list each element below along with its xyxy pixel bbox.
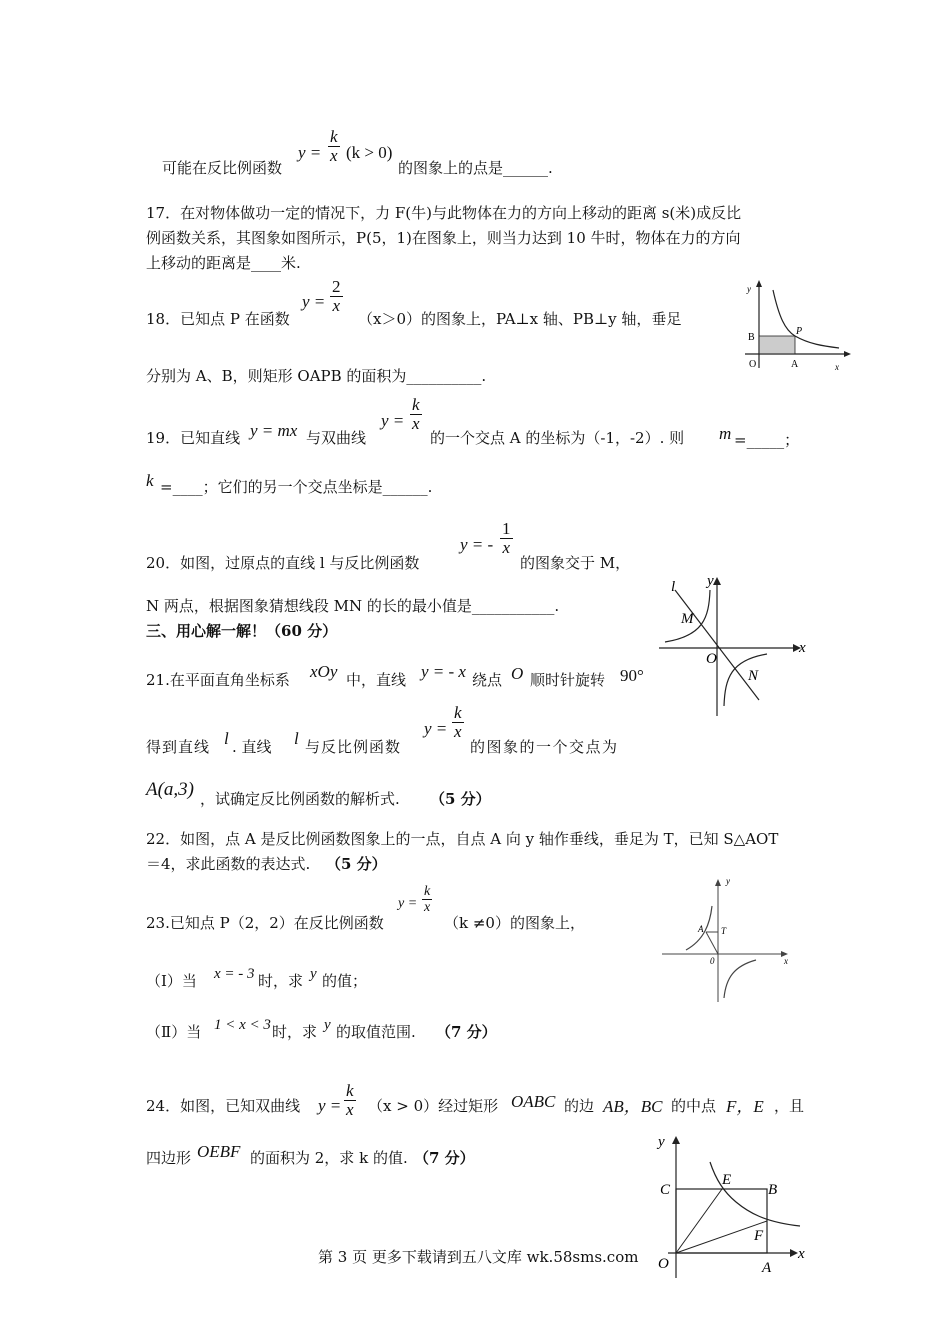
q18-label-a: A (791, 359, 799, 370)
q21-o: O (511, 664, 524, 683)
q19-k-var: k (146, 471, 154, 490)
q24-label-b: B (768, 1182, 778, 1198)
q21-line2-a: 得到直线 (146, 738, 211, 756)
q18-rect-opbp (759, 336, 795, 354)
q19-m-var: m (719, 424, 732, 443)
q19-lead: 19．已知直线 (146, 429, 241, 447)
q24-label-e: E (722, 1172, 732, 1188)
page-footer: 第 3 页 更多下载请到五八文库 wk.58sms.com (318, 1248, 639, 1266)
q23-part2-ineq: 1 < x < 3 (214, 1017, 271, 1033)
q24-label-c: C (660, 1182, 671, 1198)
q21-point: A(a,3) (146, 779, 195, 800)
q23-score: （7 分） (436, 1023, 497, 1041)
q16-fraction (328, 128, 340, 165)
q21-deg: 90° (620, 666, 644, 685)
q24-line2-a: 四边形 (146, 1149, 192, 1167)
q23-part1-b: 时，求 (258, 972, 304, 990)
q18-line2: 分别为 A、B，则矩形 OAPB 的面积为__________. (146, 367, 487, 385)
q24-line2-b: 的面积为 2，求 k 的值. (250, 1149, 408, 1167)
q24-graph (650, 1130, 815, 1280)
q22-label-a: A (698, 924, 704, 934)
q20-label-y: y (707, 573, 714, 589)
q23-part1-eq: x = - 3 (214, 966, 255, 982)
q23-formula-lhs: y = (398, 896, 418, 911)
q20-tail: 的图象交于 M， (520, 554, 631, 572)
q24-segment-oe (676, 1189, 722, 1253)
q19-fraction (410, 396, 422, 433)
q24-x-arrow (790, 1249, 798, 1257)
q20-graph (655, 568, 815, 720)
q18-tail: （x＞0）的图象上，PA⊥x 轴、PB⊥y 轴，垂足 (358, 310, 682, 328)
q18-label-x: x (835, 362, 839, 372)
q20-label-n: N (748, 668, 759, 684)
q23-cond: （k ≠0）的图象上， (444, 914, 585, 932)
q24-label-o: O (658, 1256, 669, 1272)
q24-frac-den: x (346, 1100, 354, 1119)
q22-label-o: 0 (710, 956, 715, 966)
q20-y-arrow (713, 577, 721, 585)
q18-formula-lhs: y = (302, 292, 326, 311)
q23-part1-c: 的值； (322, 972, 368, 990)
q24-frac-num: k (346, 1081, 354, 1100)
q18-label-p: P (796, 326, 803, 337)
q17-line3: 上移动的距离是____米. (146, 254, 301, 272)
q21-l2: l (294, 729, 299, 748)
q21-line2-c: 与反比例函数 (305, 738, 402, 756)
q19-tail: 的一个交点 A 的坐标为（-1，-2）. 则 (430, 429, 685, 447)
q19-m-blank: =_____； (734, 431, 800, 449)
q24-fraction (344, 1082, 356, 1119)
q20-frac-den: x (502, 538, 511, 557)
q23-fraction (422, 884, 432, 915)
q24-sides: AB，BC (603, 1097, 663, 1116)
q21-xoy: xOy (310, 662, 338, 681)
q16-frac-den: x (330, 146, 338, 165)
q23-frac-den: x (424, 900, 431, 915)
q24-cond: （x > 0）经过矩形 (368, 1097, 499, 1115)
q20-label-x: x (799, 640, 806, 656)
q21-lead: 21.在平面直角坐标系 (146, 671, 290, 689)
q22-segment-ao (706, 932, 718, 954)
q19-formula-lhs: y = (381, 411, 405, 430)
q20-fraction (500, 520, 513, 557)
q23-part2-b: 时，求 (272, 1023, 318, 1041)
q21-tail: 顺时针旋转 (530, 671, 606, 689)
q22-label-y: y (726, 876, 730, 886)
q23-frac-num: k (424, 884, 431, 899)
q18-label-o: O (749, 359, 757, 370)
q17-line1: 17．在对物体做功一定的情况下，力 F(牛)与此物体在力的方向上移动的距离 s(米)成反比 (146, 204, 742, 222)
q23-part2-a: （Ⅱ）当 (146, 1023, 202, 1041)
q24-label-a: A (762, 1260, 772, 1276)
q18-lead: 18．已知点 P 在函数 (146, 310, 290, 328)
q24-rect: OABC (511, 1092, 556, 1111)
q23-part1-a: （Ⅰ）当 (146, 972, 197, 990)
q23-part2-y: y (324, 1017, 331, 1033)
q20-line1: 20．如图，过原点的直线 l 与反比例函数 (146, 554, 420, 572)
q21-frac-den: x (454, 722, 462, 741)
q21-line-eq: y = - x (421, 662, 466, 681)
section3-heading: 三、用心解一解！（60 分） (146, 622, 338, 640)
q16-lead: 可能在反比例函数 (162, 159, 283, 177)
q21-mid2: 绕点 (472, 671, 503, 689)
q23-part1-y: y (310, 966, 317, 982)
q21-formula-lhs: y = (424, 719, 448, 738)
q18-frac-num: 2 (332, 277, 341, 296)
q19-frac-num: k (412, 395, 420, 414)
q20-label-m: M (681, 611, 694, 627)
q22-y-arrow (715, 879, 721, 886)
q24-label-y: y (658, 1134, 665, 1150)
q18-frac-den: x (332, 296, 341, 315)
q20-label-o: O (706, 651, 717, 667)
q22-line2: ＝4，求此函数的表达式. (146, 855, 311, 873)
q22-line1: 22．如图，点 A 是反比例函数图象上的一点，自点 A 向 y 轴作垂线，垂足为 T，已知 S△AOT (146, 830, 779, 848)
q20-formula-lhs: y = - (460, 535, 494, 554)
q18-y-arrow (756, 280, 762, 287)
q24-y-arrow (672, 1136, 680, 1144)
q24-score: （7 分） (414, 1149, 475, 1167)
q16-tail: 的图象上的点是______. (398, 159, 553, 177)
q16-frac-num: k (330, 127, 338, 146)
q16-formula-lhs: y = (298, 143, 322, 162)
q17-line2: 例函数关系，其图象如图所示，P(5，1)在图象上，则当力达到 10 牛时，物体在力的方向 (146, 229, 741, 247)
q21-mid1: 中，直线 (346, 671, 407, 689)
q18-label-y: y (747, 284, 751, 294)
q23-lead: 23.已知点 P（2，2）在反比例函数 (146, 914, 384, 932)
q21-fraction (452, 704, 464, 741)
q22-graph (660, 874, 800, 1006)
q21-line2-b: . 直线 (232, 738, 272, 756)
q24-mid2: 的中点 (671, 1097, 717, 1115)
q24-points: F，E (726, 1097, 764, 1116)
q24-tail: ，且 (774, 1097, 805, 1115)
q19-mid: 与双曲线 (306, 429, 367, 447)
q16-formula-cond: (k > 0) (346, 143, 393, 162)
q18-fraction (330, 278, 343, 315)
q19-line-eq: y = mx (250, 421, 298, 440)
q22-label-t: T (721, 926, 727, 936)
q21-line3: ，试确定反比例函数的解析式. (200, 790, 400, 808)
q19-frac-den: x (412, 414, 420, 433)
q21-l1: l (224, 729, 229, 748)
q18-x-arrow (844, 351, 851, 357)
q19-line2: =____；它们的另一个交点坐标是______. (160, 478, 433, 496)
q21-line2-d: 的图象的一个交点为 (470, 738, 619, 756)
q18-label-b: B (748, 332, 755, 343)
q20-line2: N 两点，根据图象猜想线段 MN 的长的最小值是___________. (146, 597, 560, 615)
q24-label-f: F (754, 1228, 764, 1244)
q18-graph (735, 272, 855, 377)
q22-curve-lower (724, 960, 756, 998)
q22-score: （5 分） (326, 855, 387, 873)
q21-score: （5 分） (430, 790, 491, 808)
q24-formula-lhs: y = (318, 1096, 342, 1115)
q24-label-x: x (798, 1246, 805, 1262)
q22-label-x: x (784, 956, 788, 966)
q23-part2-c: 的取值范围. (336, 1023, 416, 1041)
q24-lead: 24．如图，已知双曲线 (146, 1097, 301, 1115)
q20-label-l: l (671, 579, 676, 595)
q20-frac-num: 1 (502, 519, 511, 538)
q21-frac-num: k (454, 703, 462, 722)
q24-mid: 的边 (564, 1097, 595, 1115)
q24-quad: OEBF (197, 1142, 241, 1161)
